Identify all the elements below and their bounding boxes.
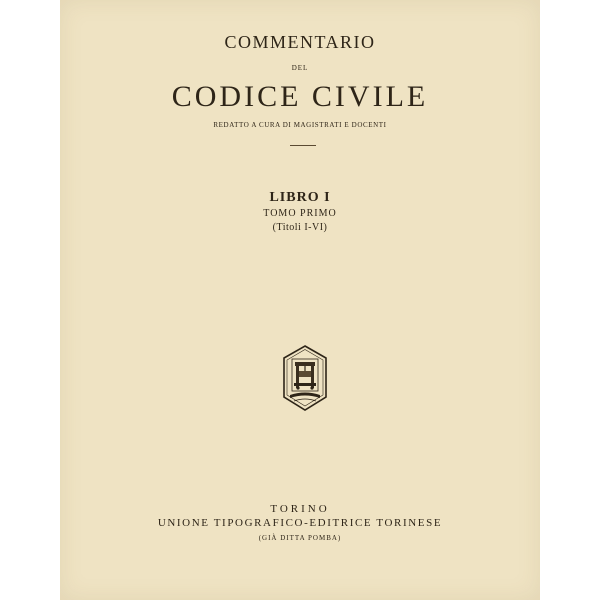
- book-number: LIBRO I: [269, 190, 331, 205]
- publisher-city: TORINO: [270, 503, 330, 515]
- title-page: [60, 0, 540, 600]
- divider-rule: [290, 145, 316, 146]
- volume-label: TOMO PRIMO: [263, 208, 337, 219]
- publisher-note: (GIÀ DITTA POMBA): [258, 534, 342, 542]
- subtitle: REDATTO A CURA DI MAGISTRATI E DOCENTI: [213, 121, 387, 129]
- publisher-name: UNIONE TIPOGRAFICO-EDITRICE TORINESE: [157, 517, 443, 529]
- printers-mark-icon: [282, 345, 328, 411]
- titles-range: (Titoli I-VI): [272, 222, 328, 233]
- title-connector: DEL: [291, 64, 309, 72]
- main-title: CODICE CIVILE: [171, 80, 429, 113]
- series-title: COMMENTARIO: [224, 32, 376, 52]
